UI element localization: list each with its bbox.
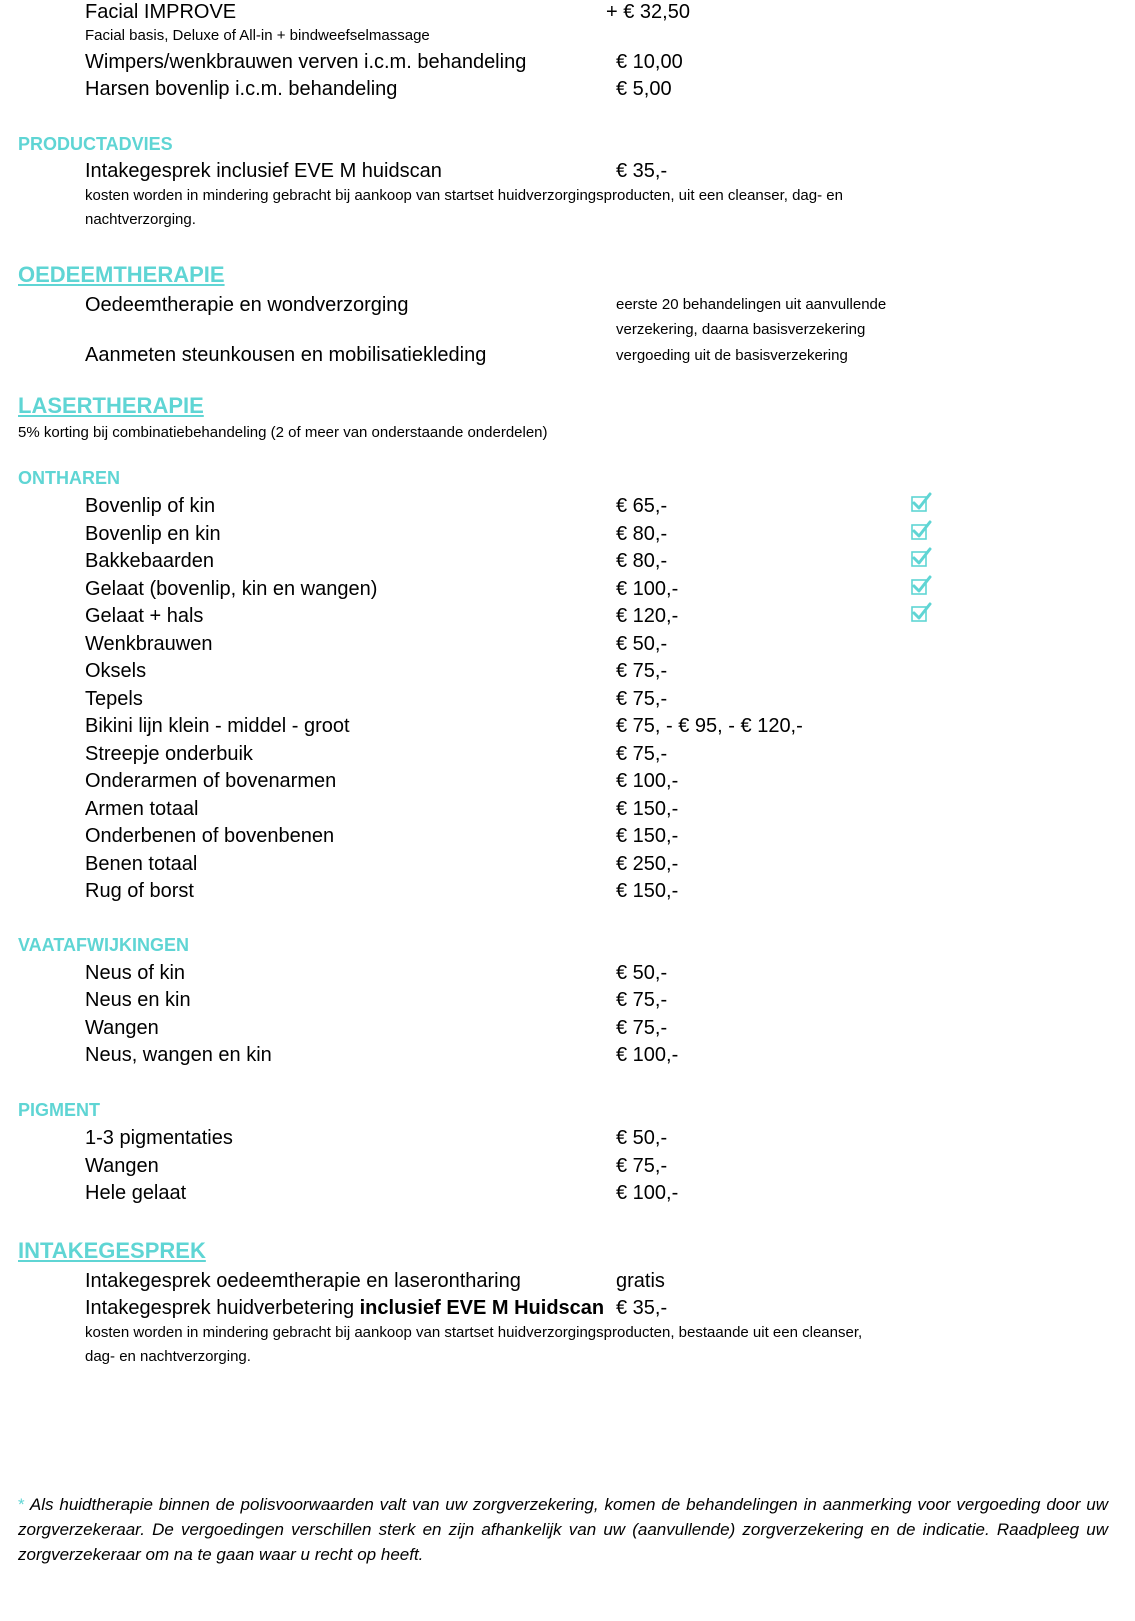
productadvies-note-line1: kosten worden in mindering gebracht bij aankoop van startset huidverzorgingsproducten, uit een cleanser, dag- en [85, 187, 843, 204]
ontharen-row-name: Bikini lijn klein - middel - groot [85, 715, 350, 737]
ontharen-row-price: € 250,- [616, 852, 679, 875]
vaat-row-name: Neus of kin [85, 962, 186, 984]
ontharen-row-name: Bovenlip of kin [85, 495, 216, 517]
wimpers-price: € 10,00 [616, 51, 683, 73]
facial-improve-note: Facial basis, Deluxe of All-in + bindweefselmassage [85, 27, 430, 44]
pigment-row-name: Hele gelaat [85, 1182, 187, 1204]
vaatafwijkingen-heading: VAATAFWIJKINGEN [18, 935, 189, 955]
facial-improve-price: + € 32,50 [606, 1, 690, 23]
ontharen-row-name: Oksels [85, 660, 147, 682]
ontharen-row-price: € 100,- [616, 577, 679, 600]
ontharen-row-price: € 75, - € 95, - € 120,- [616, 715, 803, 737]
lasertherapie-korting: 5% korting bij combinatiebehandeling (2 of meer van onderstaande onderdelen) [18, 424, 548, 441]
productadvies-note-line2: nachtverzorging. [85, 211, 196, 228]
ontharen-row-name: Onderarmen of bovenarmen [85, 770, 337, 792]
checkbox-checked-icon [910, 602, 932, 624]
facial-improve-name: Facial IMPROVE [85, 1, 237, 23]
footnote-asterisk: * [18, 1495, 25, 1514]
oedeem-wond-info-line1: eerste 20 behandelingen uit aanvullende [616, 296, 887, 313]
ontharen-row-price: € 150,- [616, 825, 679, 847]
checkbox-checked-icon [910, 492, 932, 514]
ontharen-row-name: Benen totaal [85, 852, 198, 875]
pigment-row-price: € 75,- [616, 1154, 668, 1177]
ontharen-row-price: € 150,- [616, 797, 679, 820]
pigment-row-price: € 100,- [616, 1182, 679, 1204]
oedeem-wond-info-line2: verzekering, daarna basisverzekering [616, 321, 866, 338]
ontharen-row-price: € 150,- [616, 880, 679, 902]
ontharen-row-name: Rug of borst [85, 880, 194, 902]
intake-huidverbetering-price: € 35,- [616, 1297, 668, 1319]
checkbox-checked-icon [910, 575, 932, 597]
pigment-row-name: Wangen [85, 1154, 159, 1177]
checkbox-checked-icon [910, 520, 932, 542]
ontharen-row-name: Gelaat + hals [85, 605, 204, 627]
ontharen-row-name: Wenkbrauwen [85, 632, 213, 655]
harsen-name: Harsen bovenlip i.c.m. behandeling [85, 78, 398, 100]
ontharen-row-price: € 75,- [616, 687, 668, 710]
ontharen-heading: ONTHAREN [18, 468, 120, 488]
ontharen-row-price: € 80,- [616, 522, 668, 545]
oedeem-steunkousen-info: vergoeding uit de basisverzekering [616, 347, 848, 364]
intake-huidverbetering-name-bold: inclusief EVE M Huidscan [359, 1297, 605, 1319]
productadvies-heading: PRODUCTADVIES [18, 134, 173, 154]
oedeem-steunkousen-name: Aanmeten steunkousen en mobilisatiekleding [85, 344, 487, 366]
intake-huidverbetering-name-plain: Intakegesprek huidverbetering [85, 1297, 360, 1319]
ontharen-row-name: Tepels [85, 687, 143, 710]
vaat-row-price: € 50,- [616, 962, 668, 984]
vaat-row-price: € 75,- [616, 989, 668, 1012]
footnote-text: Als huidtherapie binnen de polisvoorwaarden valt van uw zorgverzekering, komen de behandelingen in aanmerking voor vergoeding door uw zorgverzekeraar. De vergoedingen verschillen sterk en zijn afhankelijk van uw (aanvullende) zorgverzekering en de indicatie. Raadpleeg uw zorgverzekeraar om na te gaan waar u recht op heeft. [18, 1495, 1108, 1564]
ontharen-row-price: € 50,- [616, 632, 668, 655]
ontharen-row-name: Bovenlip en kin [85, 522, 221, 545]
intake-oedeem-name: Intakegesprek oedeemtherapie en laserontharing [85, 1270, 521, 1292]
oedeem-wond-name: Oedeemtherapie en wondverzorging [85, 294, 409, 316]
ontharen-row-price: € 100,- [616, 770, 679, 792]
ontharen-row-name: Gelaat (bovenlip, kin en wangen) [85, 577, 378, 600]
vaat-row-price: € 100,- [616, 1043, 679, 1066]
checkbox-checked-icon [910, 547, 932, 569]
intakegesprek-heading: INTAKEGESPREK [18, 1238, 206, 1263]
harsen-price: € 5,00 [616, 78, 672, 100]
productadvies-intake-price: € 35,- [616, 160, 668, 182]
ontharen-row-name: Onderbenen of bovenbenen [85, 825, 335, 847]
intake-note-line2: dag- en nachtverzorging. [85, 1348, 251, 1365]
vaat-row-price: € 75,- [616, 1016, 668, 1039]
wimpers-name: Wimpers/wenkbrauwen verven i.c.m. behandeling [85, 51, 527, 73]
ontharen-row-price: € 80,- [616, 550, 668, 572]
pigment-row-name: 1-3 pigmentaties [85, 1127, 233, 1149]
vaat-row-name: Wangen [85, 1016, 159, 1039]
intake-oedeem-price: gratis [616, 1270, 665, 1292]
ontharen-row-name: Streepje onderbuik [85, 742, 253, 765]
productadvies-intake-name: Intakegesprek inclusief EVE M huidscan [85, 160, 442, 182]
ontharen-row-price: € 75,- [616, 660, 668, 682]
oedeemtherapie-heading: OEDEEMTHERAPIE [18, 262, 225, 287]
ontharen-row-name: Bakkebaarden [85, 550, 214, 572]
ontharen-row-price: € 65,- [616, 495, 668, 517]
pigment-row-price: € 50,- [616, 1127, 668, 1149]
ontharen-row-name: Armen totaal [85, 797, 199, 820]
vaat-row-name: Neus en kin [85, 989, 191, 1012]
vaat-row-name: Neus, wangen en kin [85, 1043, 272, 1066]
intake-note-line1: kosten worden in mindering gebracht bij aankoop van startset huidverzorgingsproducten, bestaande uit een cleanser, [85, 1324, 863, 1341]
ontharen-row-price: € 75,- [616, 742, 668, 765]
pigment-heading: PIGMENT [18, 1100, 101, 1120]
ontharen-row-price: € 120,- [616, 605, 679, 627]
intake-huidverbetering-name [85, 1296, 604, 1320]
footnote [18, 1492, 1108, 1567]
lasertherapie-heading: LASERTHERAPIE [18, 393, 204, 418]
